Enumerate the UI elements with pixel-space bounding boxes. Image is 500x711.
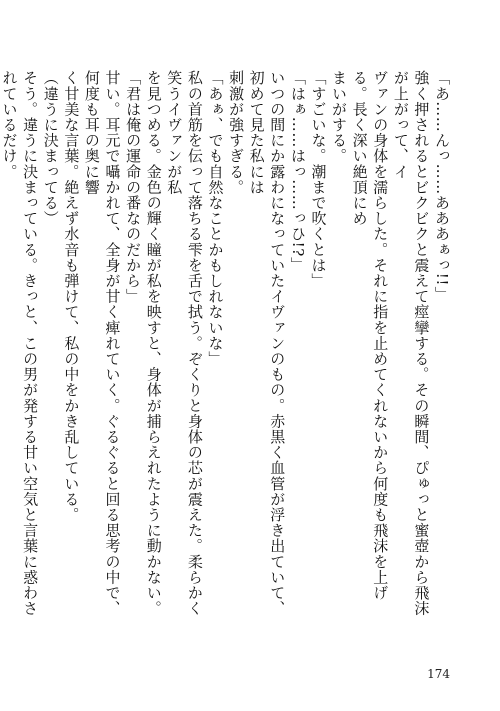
text-line: 刺激が強すぎる。	[227, 70, 246, 195]
text-line: （違うに決まってる）	[41, 70, 60, 226]
text-line: 「はぁ……はっ……っひ!?」	[288, 70, 307, 273]
text-line: ヴァンの身体を濡らした。それに指を止めてくれないから何度も飛沫を上げる。長く深い絶頂にめ	[350, 70, 390, 601]
text-line: く甘美な言葉。絶えず水音も弾けて、私の中をかき乱している。	[62, 70, 81, 523]
page-number: 174	[427, 667, 450, 681]
text-line: 私の首筋を伝って落ちる雫を舌で拭う。ぞくりと身体の芯が震えた。柔らかく笑うイヴァンが私	[165, 70, 204, 616]
text-line: 「すごいな。潮まで吹くとは」	[309, 70, 328, 289]
text-line: 「あ……んっ……あああぁっ!!」	[433, 70, 451, 302]
text-line: 「あぁ、でも自然なことかもしれないな」	[206, 70, 225, 367]
text-line: そう。違うに決まっている。きっと、この男が発する甘い空気と言葉に惑わされているだけ。	[0, 70, 40, 616]
body-text	[0, 70, 452, 630]
text-line: まいがする。	[330, 70, 349, 164]
text-line: 甘い。耳元で囁かれて、全身が甘く痺れていく。ぐるぐると回る思考の中で、何度も耳の奥に響	[82, 70, 122, 616]
text-line: を見つめる。金色の輝く瞳が私を映すと、身体が捕らえれたように動かない。	[144, 70, 163, 616]
text-line: いつの間にか露わになっていたイヴァンのもの。赤黒く血管が浮き出ていて、初めて見た私には	[247, 70, 287, 616]
text-line: 強く押されるとビクビクと震えて痙攣する。その瞬間、ぴゅっと蜜壺から飛沫が上がって、イ	[391, 70, 431, 616]
text-line: 「君は俺の運命の番なのだから」	[124, 70, 143, 304]
